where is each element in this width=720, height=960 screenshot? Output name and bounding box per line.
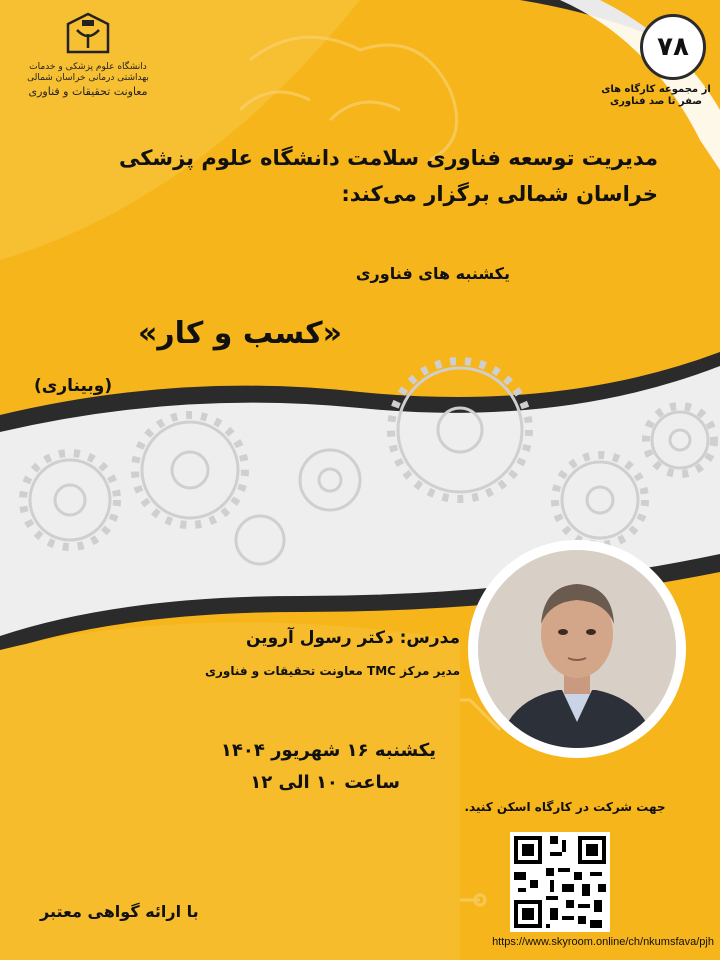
organizer-title-line2: خراسان شمالی برگزار می‌کند:	[341, 182, 658, 206]
series-caption-line2: صفر تا صد فناوری	[610, 96, 702, 107]
university-emblem-icon	[65, 12, 111, 56]
instructor-photo	[478, 550, 676, 748]
logo-university-name: دانشگاه علوم پزشکی و خدمات بهداشتی درمانی خراسان شمالی	[27, 62, 149, 83]
workshop-number-badge: ۷۸	[640, 14, 706, 80]
university-logo	[18, 12, 158, 112]
certificate-note: با ارائه گواهی معتبر	[40, 902, 199, 921]
series-subtitle: یکشنبه های فناوری	[355, 264, 510, 283]
qr-code-icon[interactable]	[510, 832, 610, 932]
registration-link[interactable]: https://www.skyroom.online/ch/nkumsfava/pjh	[492, 936, 714, 948]
workshop-format: (وبیناری)	[34, 376, 113, 396]
instructor-portrait-icon	[478, 550, 676, 748]
event-date: یکشنبه ۱۶ شهریور ۱۴۰۴	[220, 740, 436, 761]
organizer-title-line1: مدیریت توسعه فناوری سلامت دانشگاه علوم پزشکی	[118, 146, 658, 170]
instructor-role: مدیر مرکز TMC معاونت تحقیقات و فناوری	[204, 664, 460, 678]
workshop-topic: «کسب و کار»	[137, 316, 342, 351]
registration-qr[interactable]	[510, 832, 610, 932]
instructor-name: مدرس: دکتر رسول آروین	[245, 628, 460, 648]
logo-department-name: معاونت تحقیقات و فناوری	[28, 85, 148, 98]
series-caption-line1: از مجموعه کارگاه های	[601, 84, 711, 95]
series-caption	[600, 84, 712, 108]
scan-instruction: جهت شرکت در کارگاه اسکن کنید.	[464, 800, 666, 814]
event-time: ساعت ۱۰ الی ۱۲	[250, 772, 400, 793]
